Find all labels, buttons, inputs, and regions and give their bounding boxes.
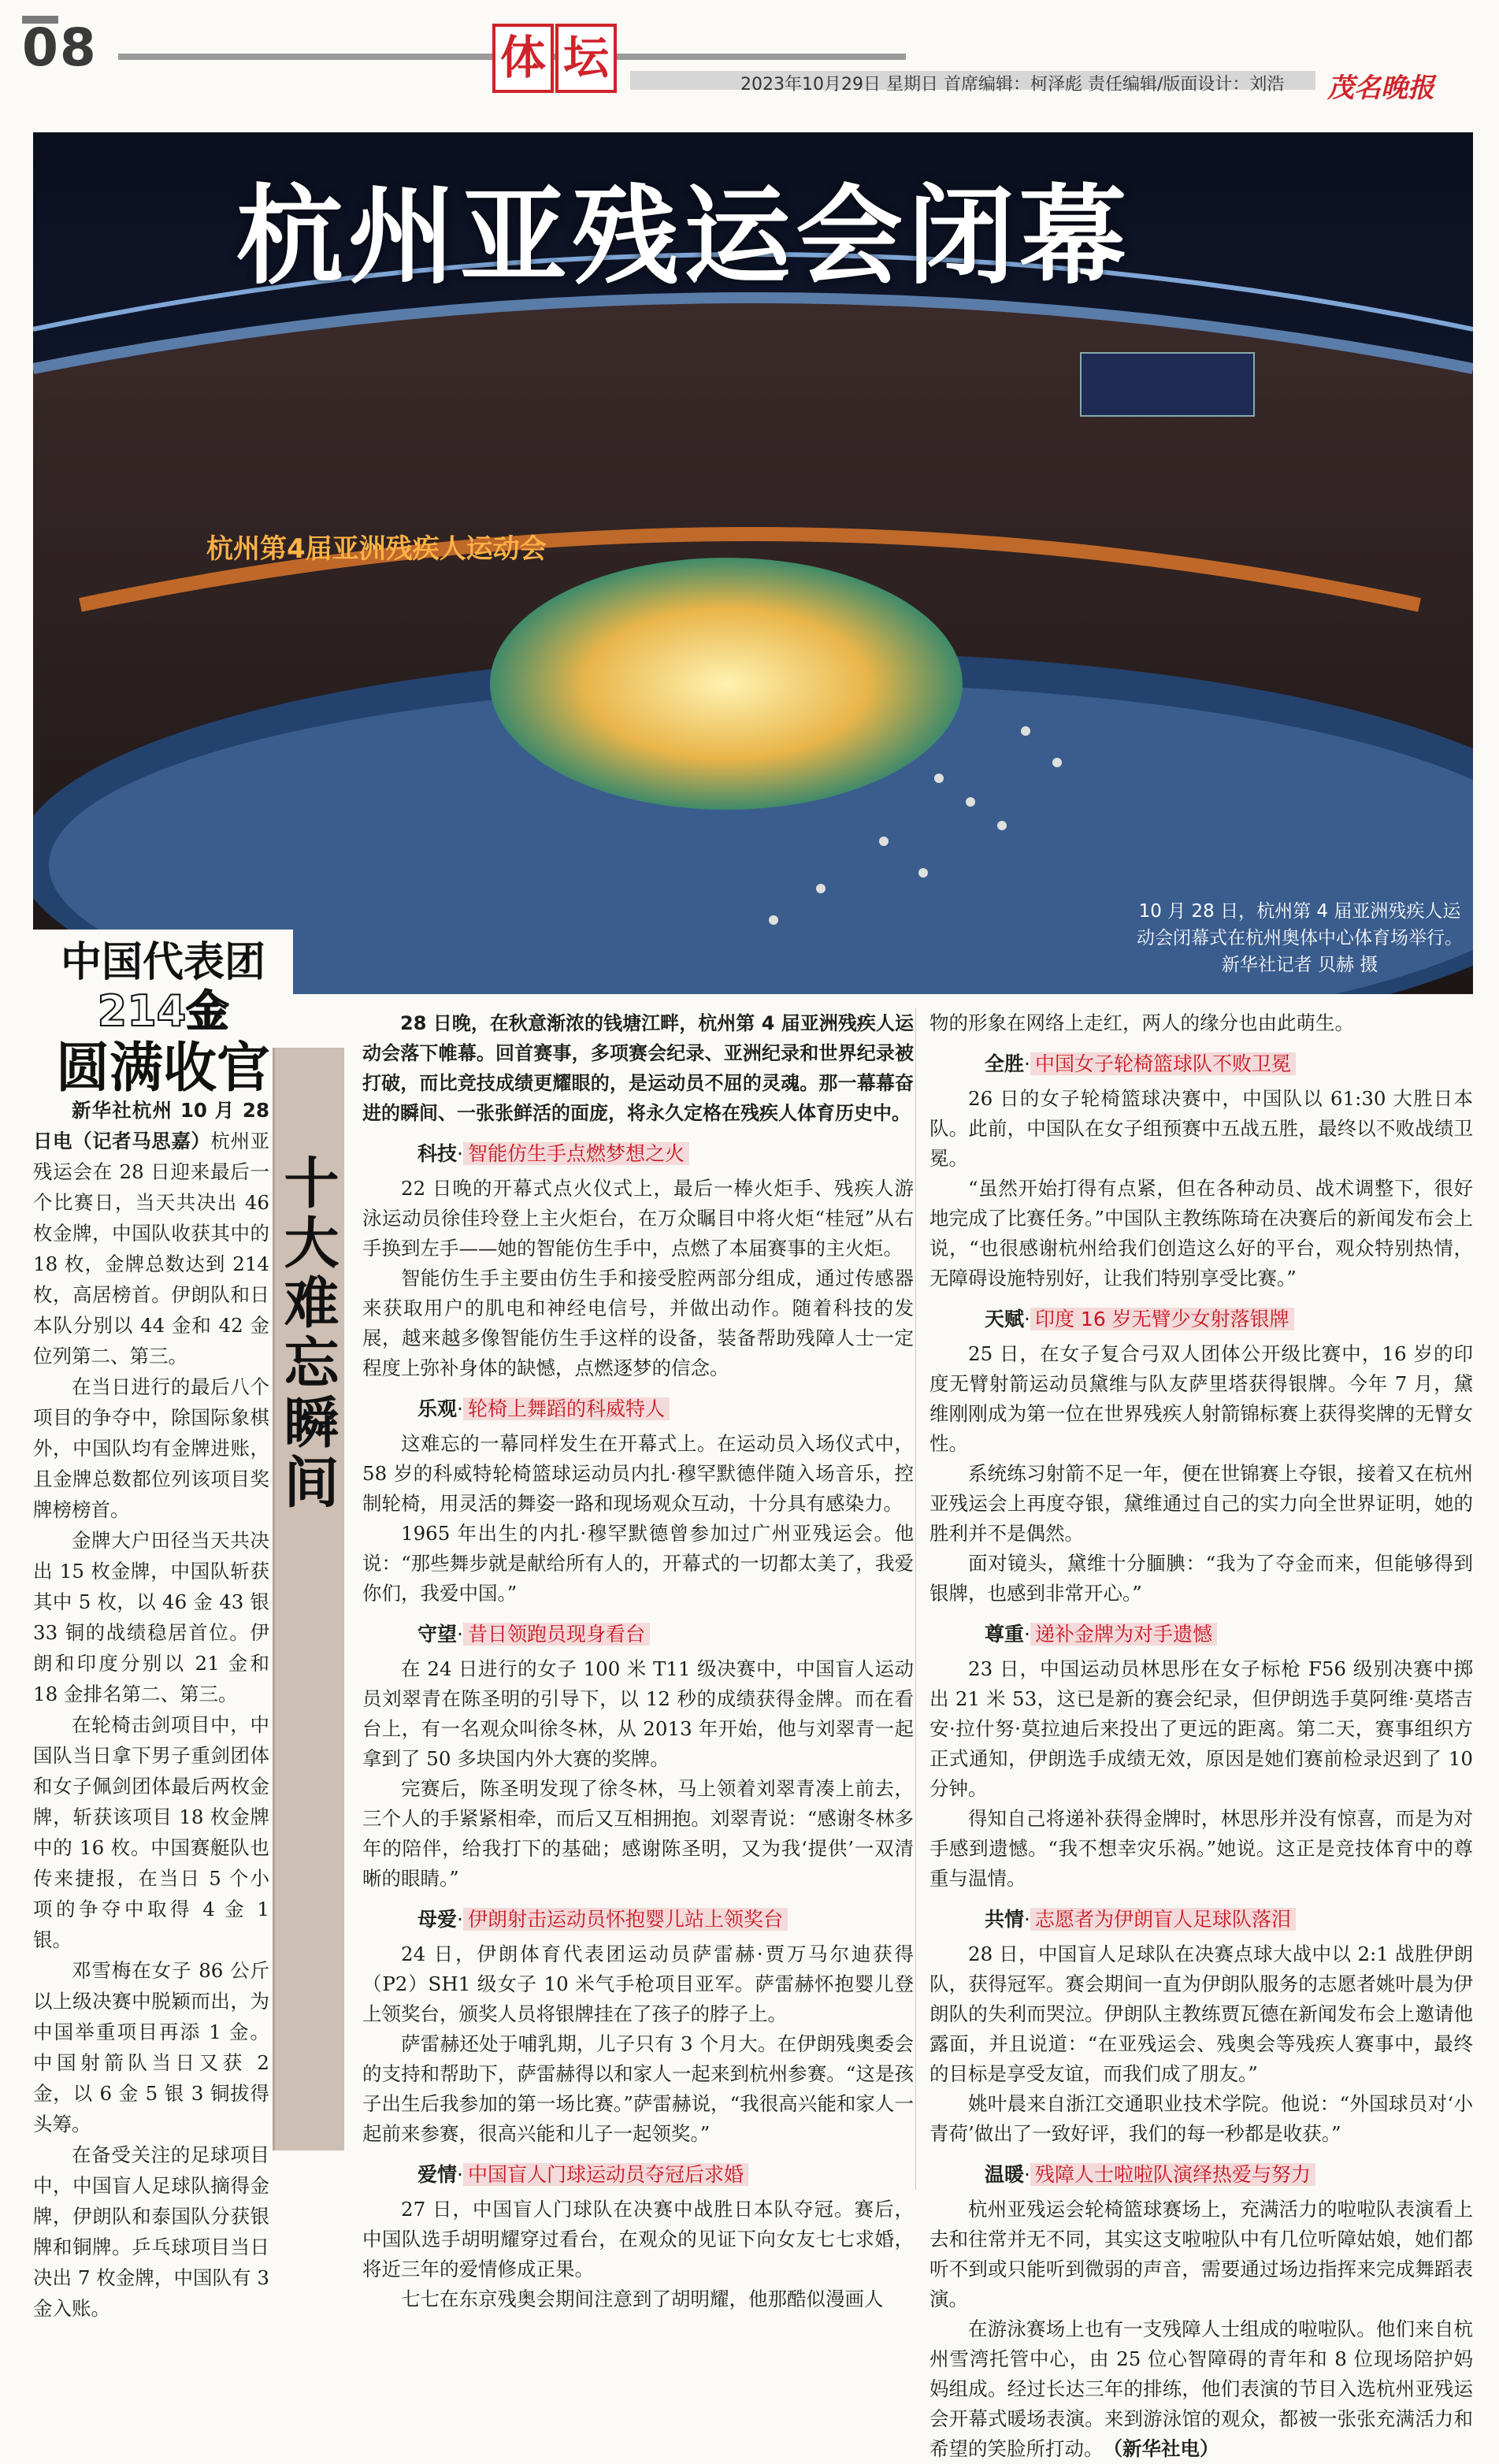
- section-subtitle: 共情· 志愿者为伊朗盲人足球队落泪: [985, 1905, 1473, 1935]
- section-key: 天赋: [985, 1308, 1025, 1330]
- section-subtitle: 天赋· 印度 16 岁无臂少女射落银牌: [985, 1304, 1473, 1334]
- stadium-banner-text: 杭州第4届亚洲残疾人运动会: [206, 533, 547, 565]
- paragraph: 在备受关注的足球项目中，中国盲人足球队摘得金牌，伊朗队和泰国队分获银牌和铜牌。乒乓球项目当日决出 7 枚金牌，中国队有 3 金入账。: [33, 2143, 269, 2320]
- story-lead: 28 日晚，在秋意渐浓的钱塘江畔，杭州第 4 届亚洲残疾人运动会落下帷幕。回首赛事，多项赛会纪录、亚洲纪录和世界纪录被打破，而比竞技成绩更耀眼的，是运动员不屈的灵魂。那一幕幕奋进的瞬间、一张张鲜活的面庞，将永久定格在残疾人体育历史中。: [362, 1012, 914, 1124]
- section-key: 温暖: [985, 2163, 1025, 2186]
- paragraph: 邓雪梅在女子 86 公斤以上级决赛中脱颖而出，为中国举重项目再添 1 金。中国射箭队当日又获 2 金，以 6 金 5 银 3 铜拔得头筹。: [33, 1959, 269, 2136]
- paragraph: 27 日，中国盲人门球队在决赛中战胜日本队夺冠。赛后，中国队选手胡明耀穿过看台，在观众的见证下向女友七七求婚，将近三年的爱情修成正果。: [362, 2198, 914, 2280]
- section-subtitle: 尊重· 递补金牌为对手遗憾: [985, 1620, 1473, 1649]
- section-subtitle: 守望· 昔日领跑员现身看台: [417, 1620, 914, 1649]
- paragraph: 面对镜头，黛维十分腼腆：“我为了夺金而来，但能够得到银牌，也感到非常开心。”: [929, 1552, 1473, 1605]
- paragraph: 在当日进行的最后八个项目的争夺中，除国际象棋外，中国队均有金牌进账，且金牌总数都位列该项目奖牌榜榜首。: [33, 1375, 269, 1521]
- section-key: 守望: [417, 1623, 458, 1646]
- paragraph-continued: 物的形象在网络上走红，两人的缘分也由此萌生。: [929, 1011, 1354, 1034]
- vertical-title: 十大难忘瞬间: [275, 1154, 340, 1513]
- section-title: 残障人士啦啦队演绎热爱与努力: [1030, 2163, 1315, 2186]
- section-title: 递补金牌为对手遗憾: [1030, 1623, 1217, 1646]
- paragraph: 系统练习射箭不足一年，便在世锦赛上夺银，接着又在杭州亚残运会上再度夺银，黛维通过自己的实力向全世界证明，她的胜利并不是偶然。: [929, 1462, 1473, 1545]
- section-key: 尊重: [985, 1623, 1025, 1646]
- section-key: 母爱: [417, 1908, 458, 1931]
- section-subtitle: 母爱· 伊朗射击运动员怀抱婴儿站上领奖台: [417, 1905, 914, 1935]
- section-title: 中国女子轮椅篮球队不败卫冕: [1030, 1052, 1296, 1075]
- paragraph: 七七在东京残奥会期间注意到了胡明耀，他那酷似漫画人: [401, 2288, 884, 2310]
- paragraph-text: 杭州亚残运会在 28 日迎来最后一个比赛日，当天共决出 46 枚金牌，中国队收获其中的 18 枚，金牌总数达到 214 枚，高居榜首。伊朗队和日本队分别以 44 金和 42 金位列第二、第三。: [33, 1130, 270, 1367]
- left-title-line: 214金: [97, 986, 229, 1036]
- section-title: 中国盲人门球运动员夺冠后求婚: [463, 2163, 748, 2186]
- section-title: 志愿者为伊朗盲人足球队落泪: [1030, 1908, 1296, 1931]
- paragraph: 金牌大户田径当天共决出 15 枚金牌，中国队斩获其中 5 枚，以 46 金 43 银 33 铜的战绩稳居首位。伊朗和印度分别以 21 金和 18 金排名第二、第三。: [33, 1529, 269, 1705]
- section-title: 智能仿生手点燃梦想之火: [463, 1142, 689, 1165]
- paragraph: 姚叶晨来自浙江交通职业技术学院。他说：“外国球员对‘小青荷’做出了一致好评，我们的每一秒都是收获。”: [929, 2092, 1473, 2145]
- left-title-line: 圆满收官: [55, 1037, 270, 1100]
- paragraph: 24 日，伊朗体育代表团运动员萨雷赫·贾万马尔迪获得（P2）SH1 级女子 10 米气手枪项目亚军。萨雷赫怀抱婴儿登上领奖台，颁奖人员将银牌挂在了孩子的脖子上。: [362, 1943, 914, 2025]
- paragraph: 22 日晚的开幕式点火仪式上，最后一棒火炬手、残疾人游泳运动员徐佳玲登上主火炬台，在万众瞩目中将火炬“桂冠”从右手换到左手——她的智能仿生手中，点燃了本届赛事的主火炬。: [362, 1177, 914, 1260]
- paragraph: 完赛后，陈圣明发现了徐冬林，马上领着刘翠青凑上前去，三个人的手紧紧相牵，而后又互相拥抱。刘翠青说：“感谢冬林多年的陪伴，给我打下的基础；感谢陈圣明，又为我‘提供’一双清晰的眼睛。”: [362, 1777, 914, 1890]
- left-title-line: 中国代表团: [60, 939, 265, 986]
- photo-caption: [1134, 898, 1465, 978]
- section-key: 爱情: [417, 2163, 458, 2186]
- section-title: 轮椅上舞蹈的科威特人: [463, 1397, 670, 1420]
- caption-line: 动会闭幕式在杭州奥体中心体育场举行。: [1137, 928, 1463, 948]
- main-story-column-1: [362, 1008, 914, 2314]
- paragraph: 杭州亚残运会轮椅篮球赛场上，充满活力的啦啦队表演看上去和往常并无不同，其实这支啦啦队中有几位听障姑娘，她们都听不到或只能听到微弱的声音，需要通过场边指挥来完成舞蹈表演。: [929, 2198, 1473, 2310]
- section-key: 乐观: [417, 1397, 458, 1420]
- caption-line: 10 月 28 日，杭州第 4 届亚洲残疾人运: [1138, 901, 1461, 922]
- section-char-1: 体: [492, 24, 554, 93]
- paragraph: 得知自己将递补获得金牌时，林思彤并没有惊喜，而是为对手感到遗憾。“我不想幸灾乐祸。”她说。这正是竞技体育中的尊重与温情。: [929, 1807, 1473, 1890]
- header-info: 2023年10月29日 星期日 首席编辑：柯泽彪 责任编辑/版面设计：刘浩: [740, 75, 1285, 95]
- paragraph: 1965 年出生的内扎·穆罕默德曾参加过广州亚残运会。他说：“那些舞步就是献给所有人的，开幕式的一切都太美了，我爱你们，我爱中国。”: [362, 1522, 914, 1605]
- paragraph: 在轮椅击剑项目中，中国队当日拿下男子重剑团体和女子佩剑团体最后两枚金牌，斩获该项目 18 枚金牌中的 16 枚。中国赛艇队也传来捷报，在当日 5 个小项的争夺中取得 4 金 1 银。: [33, 1713, 269, 1951]
- section-subtitle: 温暖· 残障人士啦啦队演绎热爱与努力: [985, 2160, 1473, 2190]
- section-key: 共情: [985, 1908, 1025, 1931]
- newspaper-logo: 茂名晚报: [1327, 72, 1434, 104]
- paragraph: 23 日，中国运动员林思彤在女子标枪 F56 级别决赛中掷出 21 米 53，这已是新的赛会纪录，但伊朗选手莫阿维·莫塔吉安·拉什努·莫拉迪后来投出了更远的距离。第二天，赛事组织方正式通知，伊朗选手成绩无效，原因是她们赛前检录迟到了 10 分钟。: [929, 1657, 1473, 1800]
- section-title: 昔日领跑员现身看台: [463, 1623, 650, 1646]
- page-number: 08: [22, 17, 98, 78]
- paragraph-text: 在游泳赛场上也有一支残障人士组成的啦啦队。他们来自杭州雪湾托管中心，由 25 位心智障碍的青年和 8 位现场陪护妈妈组成。经过长达三年的排练，他们表演的节目入选杭州亚残运会开幕式暖场表演。来到游泳馆的观众，都被一张张充满活力和希望的笑脸所打动。: [929, 2317, 1473, 2460]
- credit: （新华社电）: [1112, 2437, 1219, 2460]
- dateline: 新华社杭州 10 月 28 日电（记者马思嘉）: [33, 1099, 269, 1152]
- caption-credit: 新华社记者 贝赫 摄: [1221, 955, 1378, 975]
- section-key: 全胜: [985, 1052, 1025, 1075]
- section-subtitle: 全胜· 中国女子轮椅篮球队不败卫冕: [985, 1049, 1473, 1079]
- section-subtitle: 爱情· 中国盲人门球运动员夺冠后求婚: [417, 2160, 914, 2190]
- paragraph: [929, 2314, 1473, 2464]
- main-story-column-2: [929, 1008, 1473, 2464]
- section-char-2: 坛: [555, 24, 617, 93]
- paragraph: 28 日，中国盲人足球队在决赛点球大战中以 2:1 战胜伊朗队，获得冠军。赛会期间一直为伊朗队服务的志愿者姚叶晨为伊朗队的失利而哭泣。伊朗队主教练贾瓦德在新闻发布会上邀请他露面，并且说道：“在亚残运会、残奥会等残疾人赛事中，最终的目标是享受友谊，而我们成了朋友。”: [929, 1943, 1473, 2085]
- section-key: 科技: [417, 1142, 458, 1165]
- section-subtitle: 乐观· 轮椅上舞蹈的科威特人: [417, 1394, 914, 1424]
- paragraph: 26 日的女子轮椅篮球决赛中，中国队以 61:30 大胜日本队。此前，中国队在女子组预赛中五战五胜，最终以不败战绩卫冕。: [929, 1087, 1473, 1170]
- paragraph: [33, 1095, 269, 1371]
- paragraph: 智能仿生手主要由仿生手和接受腔两部分组成，通过传感器来获取用户的肌电和神经电信号，并做出动作。随着科技的发展，越来越多像智能仿生手这样的设备，装备帮助残障人士一定程度上弥补身体的缺憾，点燃逐梦的信念。: [362, 1267, 914, 1379]
- section-title: 伊朗射击运动员怀抱婴儿站上领奖台: [463, 1908, 788, 1931]
- paragraph: “虽然开始打得有点紧，但在各种动员、战术调整下，很好地完成了比赛任务。”中国队主教练陈琦在决赛后的新闻发布会上说，“也很感谢杭州给我们创造这么好的平台，观众特别热情，无障碍设施特别好，让我们特别享受比赛。”: [929, 1177, 1473, 1290]
- left-story-title: [33, 930, 293, 1103]
- section-subtitle: 科技· 智能仿生手点燃梦想之火: [417, 1139, 914, 1169]
- paragraph: 萨雷赫还处于哺乳期，儿子只有 3 个月大。在伊朗残奥委会的支持和帮助下，萨雷赫得以和家人一起来到杭州参赛。“这是孩子出生后我参加的第一场比赛。”萨雷赫说，“我很高兴能和家人一起前来参赛，很高兴能和儿子一起领奖。”: [362, 2032, 914, 2145]
- section-title: 印度 16 岁无臂少女射落银牌: [1030, 1308, 1294, 1330]
- left-story-body: [33, 1095, 269, 2324]
- paragraph: 25 日，在女子复合弓双人团体公开级比赛中，16 岁的印度无臂射箭运动员黛维与队友萨里塔获得银牌。今年 7 月，黛维刚刚成为第一位在世界残疾人射箭锦标赛上获得奖牌的无臂女性。: [929, 1342, 1473, 1455]
- headline: 杭州亚残运会闭幕: [236, 175, 1131, 299]
- paragraph: 这难忘的一幕同样发生在开幕式上。在运动员入场仪式中，58 岁的科威特轮椅篮球运动员内扎·穆罕默德伴随入场音乐，控制轮椅，用灵活的舞姿一路和现场观众互动，十分具有感染力。: [362, 1432, 914, 1515]
- paragraph: 在 24 日进行的女子 100 米 T11 级决赛中，中国盲人运动员刘翠青在陈圣明的引导下，以 12 秒的成绩获得金牌。而在看台上，有一名观众叫徐冬林，从 2013 年开始，他与刘翠青一起拿到了 50 多块国内外大赛的奖牌。: [362, 1657, 914, 1770]
- column-divider: [915, 1008, 916, 2190]
